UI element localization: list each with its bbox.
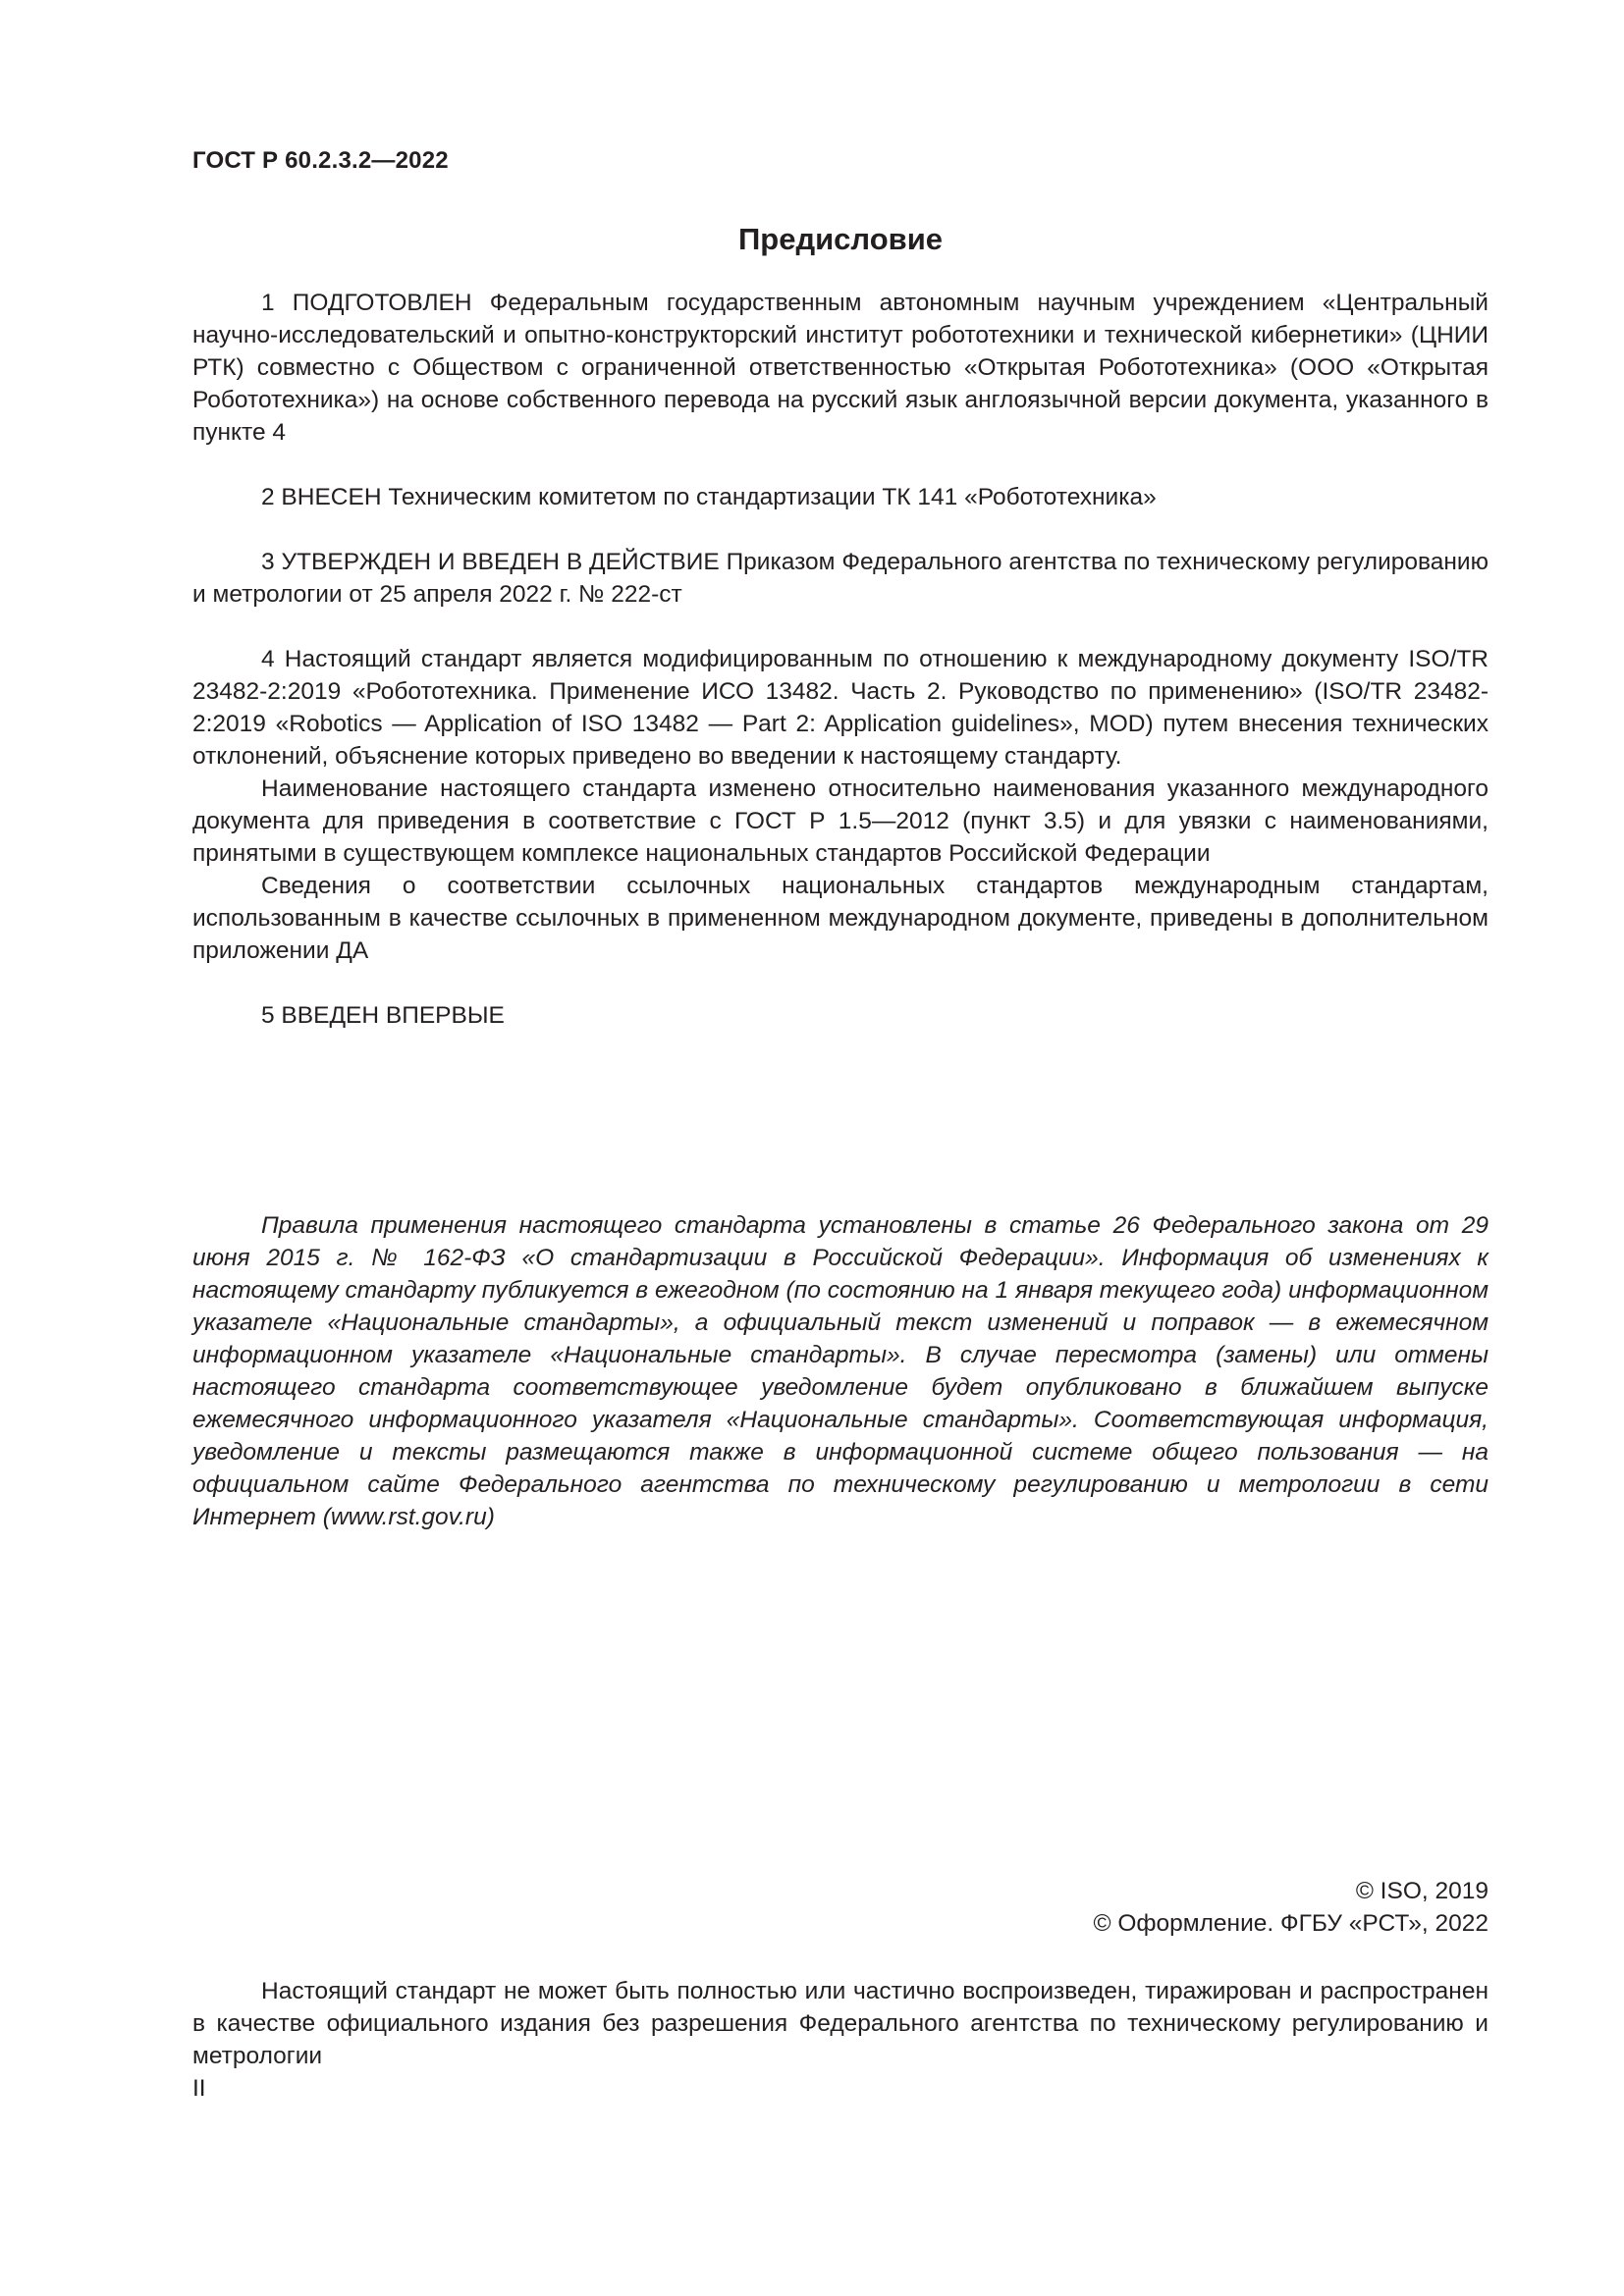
document-code: ГОСТ Р 60.2.3.2—2022 [192, 147, 449, 174]
paragraph-submitted-by: 2 ВНЕСЕН Техническим комитетом по стандартизации ТК 141 «Робототехника» [261, 484, 1157, 510]
copyright-design: © Оформление. ФГБУ «РСТ», 2022 [1093, 1910, 1489, 1937]
notice-text: Правила применения настоящего стандарта установлены в статье 26 Федерального закона от 29 июня 2015 г. № 162-ФЗ «О стандартизации в Российской Федерации». Информация об изменениях к настоящему стандарту публикуется в ежегодном (по состоянию на 1 января текущего года) информационном указателе «Национальные стандарты», а официальный текст изменений и поправок — в ежемесячном информационном указателе «Национальные стандарты». В случае пересмотра (замены) или отмены настоящего стандарта соответствующее уведомление будет опубликовано в ближайшем выпуске ежемесячного информационного указателя «Национальные стандарты». Соответствующая информация, уведомление и тексты размещаются также в информационной системе общего пользования — на официальном сайте Федерального агентства по техническому регулированию и метрологии в сети Интернет (www.rst.gov.ru) [192, 1212, 1489, 1530]
paragraph-references: Сведения о соответствии ссылочных национальных стандартов международным стандартам, использованным в качестве ссылочных в примененном международном документе, приведены в дополнительном приложении ДА [192, 873, 1489, 964]
paragraph-prepared-by: 1 ПОДГОТОВЛЕН Федеральным государственным автономным научным учреждением «Центральный научно-исследовательский и опытно-конструкторский институт робототехники и технической кибернетики» (ЦНИИ РТК) совместно с Обществом с ограниченной ответственностью «Открытая Робототехника» (ООО «Открытая Робототехника») на основе собственного перевода на русский язык англоязычной версии документа, указанного в пункте 4 [192, 290, 1489, 446]
paragraph-first-introduced: 5 ВВЕДЕН ВПЕРВЫЕ [261, 1002, 505, 1029]
reproduction-notice-text: Настоящий стандарт не может быть полностью или частично воспроизведен, тиражирован и распространен в качестве официального издания без разрешения Федерального агентства по техническому регулированию и метрологии [192, 1978, 1489, 2069]
copyright-iso: © ISO, 2019 [1355, 1878, 1489, 1904]
copyright-block [1093, 1875, 1489, 1940]
paragraph-approved: 3 УТВЕРЖДЕН И ВВЕДЕН В ДЕЙСТВИЕ Приказом Федерального агентства по техническому регулированию и метрологии от 25 апреля 2022 г. № 222-ст [192, 549, 1489, 608]
page-number: II [192, 2075, 206, 2102]
paragraph-modification: 4 Настоящий стандарт является модифицированным по отношению к международному документу ISO/TR 23482-2:2019 «Робототехника. Применение ИСО 13482. Часть 2. Руководство по применению» (ISO/TR 23482-2:2019 «Robotics — Application of ISO 13482 — Part 2: Application guidelines», MOD) путем внесения технических отклонений, объяснение которых приведено во введении к настоящему стандарту. [192, 646, 1489, 770]
application-rules-notice [192, 1209, 1489, 1533]
page-title: Предисловие [737, 222, 943, 256]
foreword-body [192, 287, 1489, 1032]
reproduction-notice [192, 1975, 1489, 2072]
paragraph-title-change: Наименование настоящего стандарта изменено относительно наименования указанного международного документа для приведения в соответствие с ГОСТ Р 1.5—2012 (пункт 3.5) и для увязки с наименованиями, принятыми в существующем комплексе национальных стандартов Российской Федерации [192, 775, 1489, 867]
